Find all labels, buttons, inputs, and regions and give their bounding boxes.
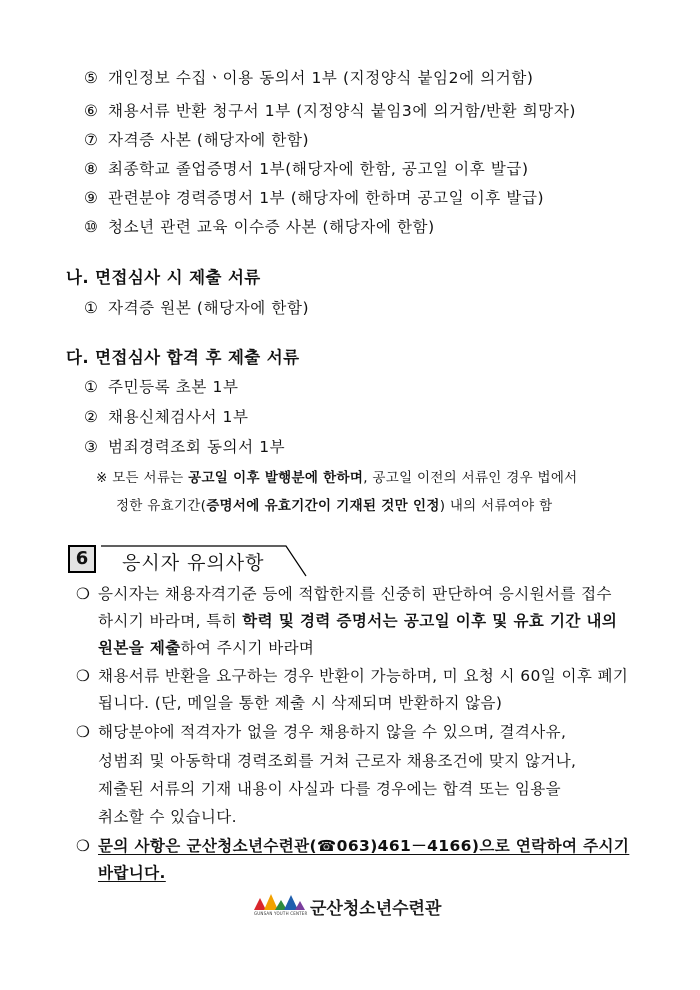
- bullet-3-line-1: ❍ 해당분야에 적격자가 없을 경우 채용하지 않을 수 있으며, 결격사유,: [76, 723, 567, 741]
- list-item: ① 자격증 원본 (해당자에 한함): [84, 299, 310, 317]
- section-heading-da: 다. 면접심사 합격 후 제출 서류: [66, 348, 300, 367]
- logo-subtitle: GUNSAN YOUTH CENTER: [254, 911, 308, 916]
- bullet-3-line-2: 성범죄 및 아동학대 경력조회를 거쳐 근로자 채용조건에 맞지 않거나,: [98, 752, 577, 770]
- bullet-4-line-1: ❍ 문의 사항은 군산청소년수련관(☎063)461－4166)으로 연락하여 주시기: [76, 837, 630, 855]
- bullet-2-line-2: 됩니다. (단, 메일을 통한 제출 시 삭제되며 반환하지 않음): [98, 694, 503, 712]
- list-item: ⑥ 채용서류 반환 청구서 1부 (지정양식 붙임3에 의거함/반환 희망자): [84, 102, 577, 120]
- list-item: ⑦ 자격증 사본 (해당자에 한함): [84, 131, 310, 149]
- list-item: ⑤ 개인정보 수집ㆍ이용 동의서 1부 (지정양식 붙임2에 의거함): [84, 69, 534, 87]
- bullet-1-line-2: 하시기 바라며, 특히 학력 및 경력 증명서는 공고일 이후 및 유효 기간 내의: [98, 612, 618, 630]
- list-item: ⑩ 청소년 관련 교육 이수증 사본 (해당자에 한함): [84, 218, 435, 236]
- list-item: ③ 범죄경력조회 동의서 1부: [84, 438, 286, 456]
- list-item: ① 주민등록 초본 1부: [84, 378, 239, 396]
- list-item: ⑨ 관련분야 경력증명서 1부 (해당자에 한하며 공고일 이후 발급): [84, 189, 545, 207]
- list-item: ② 채용신체검사서 1부: [84, 408, 249, 426]
- note-line-2: 정한 유효기간(증명서에 유효기간이 기재된 것만 인정) 내의 서류여야 함: [116, 498, 553, 514]
- section-heading-na: 나. 면접심사 시 제출 서류: [66, 268, 261, 287]
- bullet-2-line-1: ❍ 채용서류 반환을 요구하는 경우 반환이 가능하며, 미 요청 시 60일 이후 폐기: [76, 667, 629, 685]
- bullet-1-line-3: 원본을 제출하여 주시기 바라며: [98, 639, 315, 657]
- bullet-3-line-3: 제출된 서류의 기재 내용이 사실과 다를 경우에는 합격 또는 임용을: [98, 780, 562, 798]
- bullet-1-line-1: ❍ 응시자는 채용자격기준 등에 적합한지를 신중히 판단하여 응시원서를 접수: [76, 585, 612, 603]
- section-number-badge: 6: [68, 545, 96, 573]
- bullet-3-line-4: 취소할 수 있습니다.: [98, 808, 237, 826]
- logo-name: 군산청소년수련관: [310, 899, 442, 919]
- note-line-1: ※ 모든 서류는 공고일 이후 발행분에 한하며, 공고일 이전의 서류인 경우 법에서: [96, 470, 578, 486]
- section-title: 응시자 유의사항: [122, 552, 265, 574]
- bullet-4-line-2: 바랍니다.: [98, 864, 166, 882]
- list-item: ⑧ 최종학교 졸업증명서 1부(해당자에 한함, 공고일 이후 발급): [84, 160, 529, 178]
